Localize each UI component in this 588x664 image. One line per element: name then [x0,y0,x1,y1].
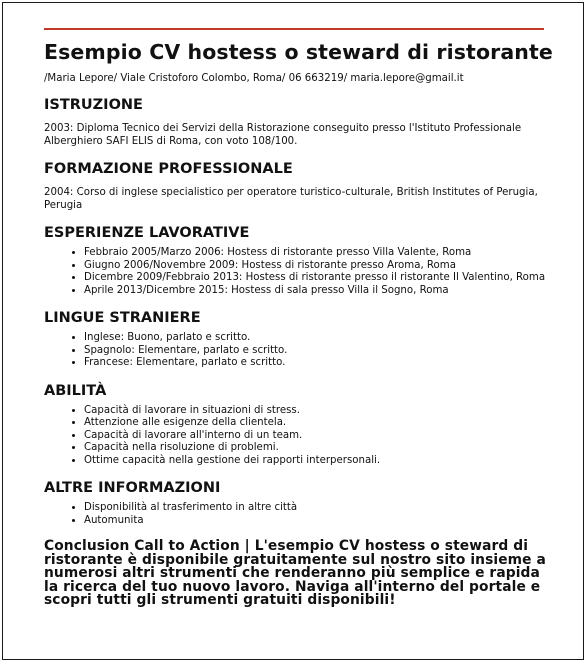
altre-list [44,502,554,527]
esperienze-list [44,247,554,297]
accent-rule [44,28,544,30]
list-item: • Attenzione alle esigenze della clientela. [84,417,554,430]
cv-document [44,28,554,608]
list-item: • Febbraio 2005/Marzo 2006: Hostess di ristorante presso Villa Valente, Roma [84,247,554,260]
list-item: • Spagnolo: Elementare, parlato e scritto. [84,345,554,358]
list-item: • Capacità nella risoluzione di problemi. [84,442,554,455]
list-item: • Disponibilità al trasferimento in altre città [84,502,554,515]
list-item: • Dicembre 2009/Febbraio 2013: Hostess di ristorante presso il ristorante Il Valentino, Roma [84,272,554,285]
formazione-text: 2004: Corso di inglese specialistico per operatore turistico-culturale, British Institutes of Perugia, Perugia [44,187,538,211]
list-item: • Francese: Elementare, parlato e scritto. [84,357,554,370]
list-item: • Ottime capacità nella gestione dei rapporti interpersonali. [84,455,554,468]
list-item: • Automunita [84,515,554,528]
section-title-istruzione: ISTRUZIONE [44,97,143,113]
list-item: • Aprile 2013/Dicembre 2015: Hostess di sala presso Villa il Sogno, Roma [84,285,554,298]
lingue-list [44,332,554,370]
list-item: • Capacità di lavorare all'interno di un team. [84,430,554,443]
section-title-formazione: FORMAZIONE PROFESSIONALE [44,161,293,177]
list-item: • Inglese: Buono, parlato e scritto. [84,332,554,345]
contact-line: /Maria Lepore/ Viale Cristoforo Colombo, Roma/ 06 663219/ maria.lepore@gmail.it [44,73,464,84]
call-to-action: Conclusion Call to Action | L'esempio CV hostess o steward di ristorante è disponibile gratuitamente sul nostro sito insieme a numerosi altri strumenti che renderanno più semplice e rapida la ricerca del tuo nuovo lavoro. Naviga all'interno del portale e scopri tutti gli strumenti gratuiti disponibili! [44,538,546,608]
section-title-lingue: LINGUE STRANIERE [44,310,201,326]
section-title-esperienze: ESPERIENZE LAVORATIVE [44,225,250,241]
istruzione-text: 2003: Diploma Tecnico dei Servizi della Ristorazione conseguito presso l'Istituto Professionale Alberghiero SAFI ELIS di Roma, con voto 108/100. [44,123,522,147]
list-item: • Capacità di lavorare in situazioni di stress. [84,405,554,418]
document-title: Esempio CV hostess o steward di ristorante [44,40,553,64]
section-title-altre: ALTRE INFORMAZIONI [44,480,221,496]
abilita-list [44,405,554,468]
section-title-abilita: ABILITÀ [44,382,107,399]
list-item: • Giugno 2006/Novembre 2009: Hostess di ristorante presso Aroma, Roma [84,260,554,273]
